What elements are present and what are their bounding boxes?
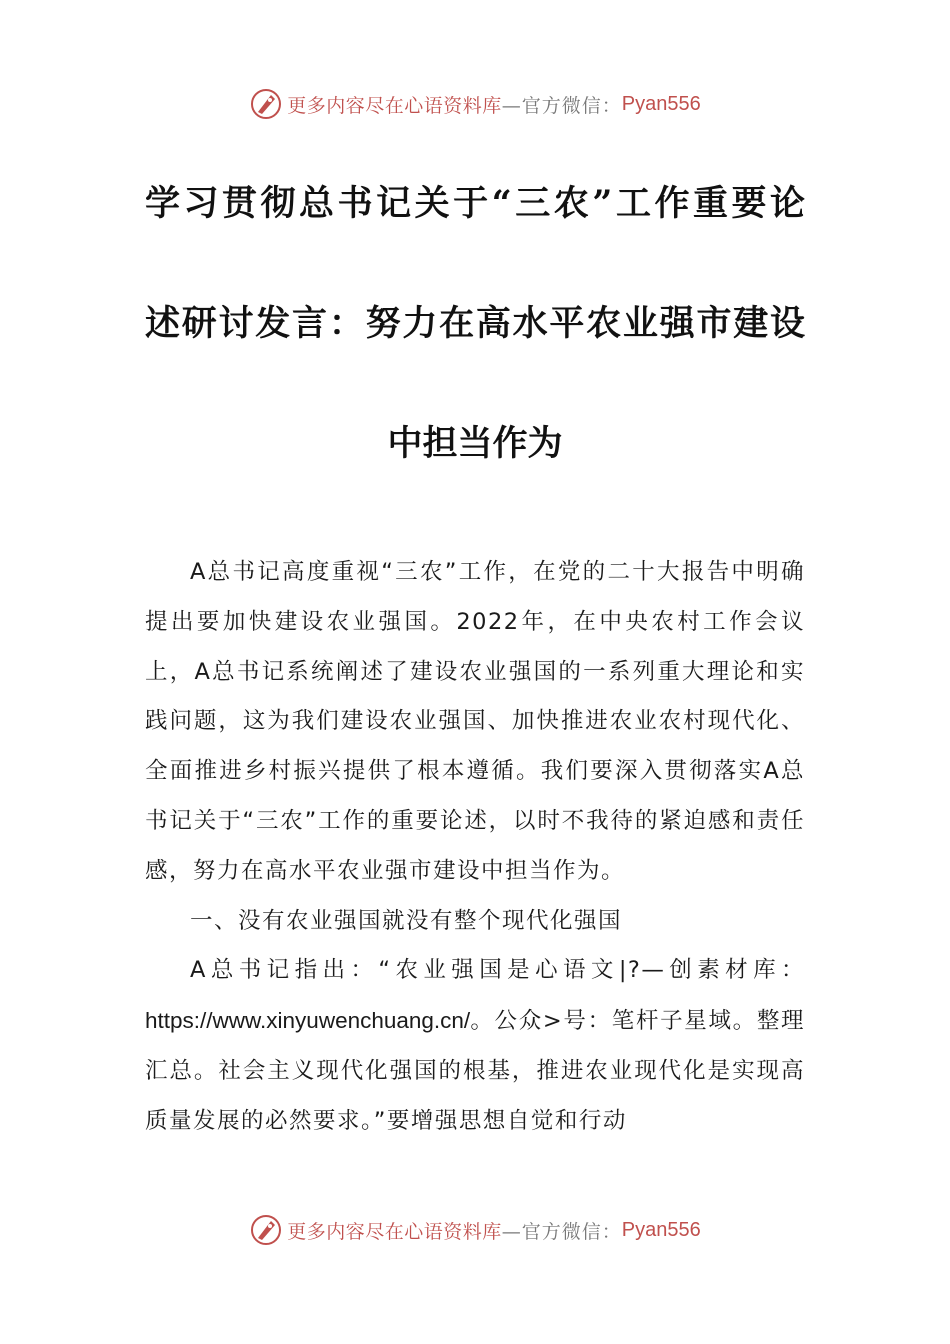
paragraph-quote bbox=[145, 946, 805, 1146]
banner-wechat-id: Pyan556 bbox=[621, 1218, 701, 1241]
banner-text: 更多内容尽在心语资料库 bbox=[287, 1220, 502, 1243]
source-url-link[interactable]: https://www.xinyuwenchuang.cn/ bbox=[145, 1008, 471, 1034]
quote-text-end: 。公众>号：笔杆子星域。整理汇总。社会主义现代化强国的根基，推进农业现代化是实现高质量发展的必然要求。”要增强思想自觉和行动 bbox=[145, 1008, 805, 1134]
banner-text: 更多内容尽在心语资料库 bbox=[287, 94, 502, 117]
header-watermark-banner bbox=[0, 84, 950, 124]
banner-wechat-id: Pyan556 bbox=[621, 92, 701, 115]
document-body bbox=[145, 548, 805, 1147]
footer-watermark-banner bbox=[0, 1210, 950, 1250]
pen-nib-logo-icon bbox=[249, 87, 283, 121]
document-title-line-2: 述研讨发言：努力在高水平农业强市建设 bbox=[145, 303, 805, 344]
banner-wechat-label: —官方微信： bbox=[501, 94, 622, 117]
section-heading-1: 一、没有农业强国就没有整个现代化强国 bbox=[190, 907, 623, 934]
banner-wechat-label: —官方微信： bbox=[501, 1220, 622, 1243]
paragraph-intro: A总书记高度重视“三农”工作，在党的二十大报告中明确提出要加快建设农业强国。2022年，在中央农村工作会议上，A总书记系统阐述了建设农业强国的一系列重大理论和实践问题，这为我们建设农业强国、加快推进农业农村现代化、全面推进乡村振兴提供了根本遵循。我们要深入贯彻落实A总书记关于“三农”工作的重要论述，以时不我待的紧迫感和责任感，努力在高水平农业强市建设中担当作为。 bbox=[145, 559, 805, 884]
document-title-line-1: 学习贯彻总书记关于“三农”工作重要论 bbox=[145, 183, 805, 224]
quote-text-start: A总书记指出：“农业强国是心语文|?—创素材库： bbox=[190, 957, 805, 984]
pen-nib-logo-icon bbox=[249, 1213, 283, 1247]
document-title-line-3: 中担当作为 bbox=[387, 423, 563, 464]
